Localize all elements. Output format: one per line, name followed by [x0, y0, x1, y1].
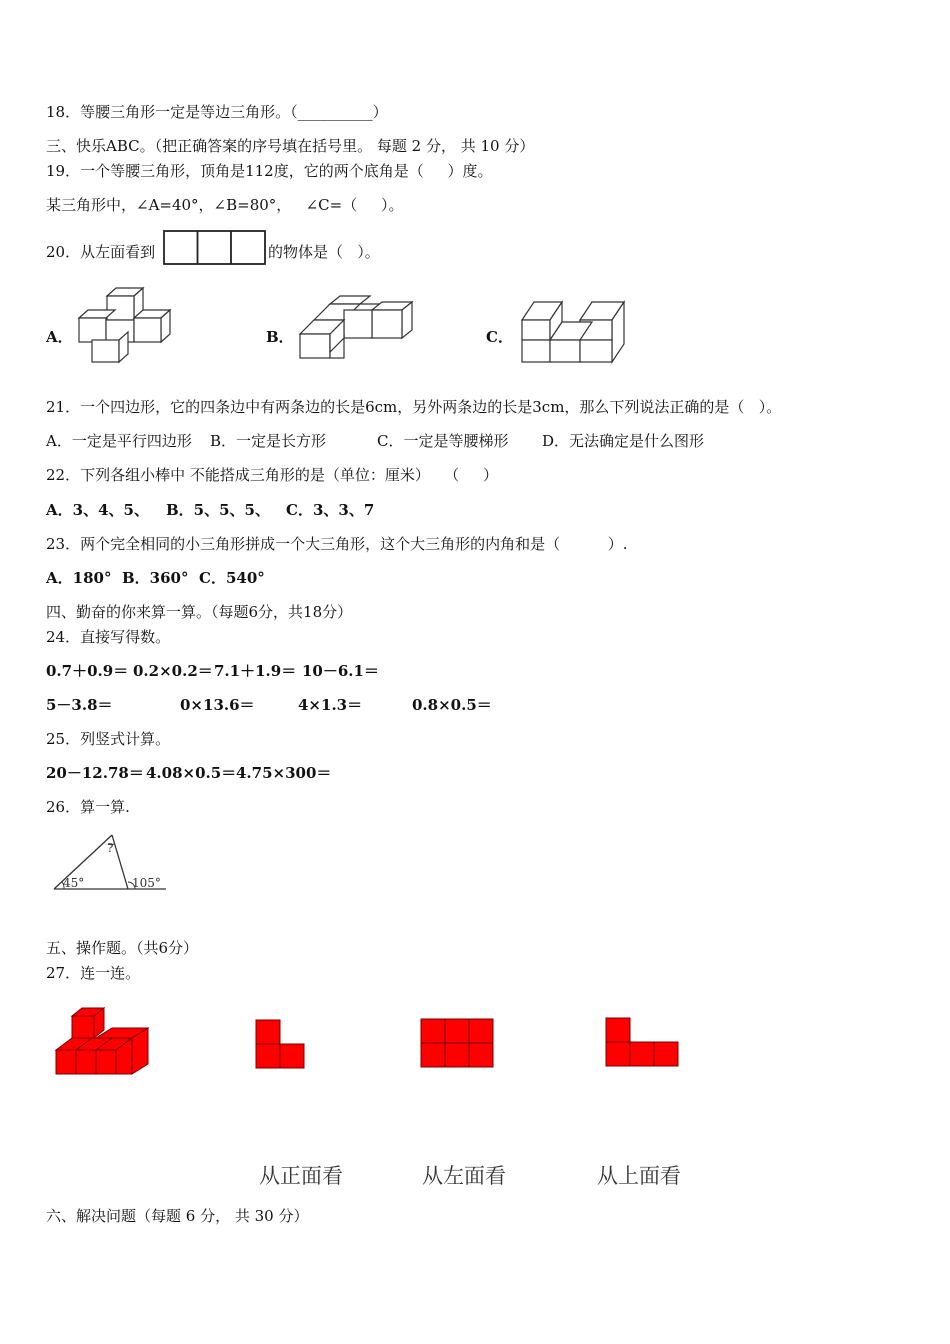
q27-view-shape-3[interactable]	[604, 1016, 682, 1068]
q27-text: 27．连一连。	[46, 964, 141, 982]
q24-item: 0.8×0.5＝	[412, 696, 492, 714]
q27-view-top-label[interactable]: 从上面看	[597, 1164, 681, 1188]
q24-item: 7.1＋1.9＝	[214, 662, 297, 680]
q20-option-c-figure[interactable]	[518, 298, 630, 366]
q23-option-a[interactable]: A．180°	[46, 569, 112, 587]
q24-item: 5－3.8＝	[46, 696, 113, 714]
q18-text: 18．等腰三角形一定是等边三角形。（__________）	[46, 103, 388, 121]
section4-title: 四、勤奋的你来算一算。（每题6分，共18分）	[46, 603, 353, 621]
q27-view-shape-1[interactable]	[254, 1018, 306, 1070]
q26-label-105: 105°	[132, 876, 161, 890]
q26-text: 26．算一算.	[46, 798, 130, 816]
q22-option-b[interactable]: B．5、5、5、	[166, 501, 270, 519]
q24-item: 0.7＋0.9＝	[46, 662, 129, 680]
q24-item: 0.2×0.2＝	[133, 662, 213, 680]
q21-option-d[interactable]: D．无法确定是什么图形	[542, 432, 705, 450]
q20-prefix: 20．从左面看到	[46, 243, 156, 261]
q24-item: 0×13.6＝	[180, 696, 255, 714]
q24-text: 24．直接写得数。	[46, 628, 171, 646]
q23-option-c[interactable]: C．540°	[199, 569, 265, 587]
q22-option-a[interactable]: A．3、4、5、	[46, 501, 149, 519]
section5-title: 五、操作题。（共6分）	[46, 939, 199, 957]
q19b-text: 某三角形中，∠A=40°，∠B=80°， ∠C=（ ）。	[46, 196, 404, 214]
q22-option-c[interactable]: C．3、3、7	[286, 501, 375, 519]
q27-view-left-label[interactable]: 从左面看	[422, 1164, 506, 1188]
q25-item: 20－12.78＝	[46, 764, 144, 782]
q20-option-c-label: C．	[486, 328, 513, 346]
q25-item: 4.08×0.5＝	[146, 764, 237, 782]
q25-item: 4.75×300＝	[236, 764, 332, 782]
q26-triangle-figure	[50, 830, 170, 896]
q23-option-b[interactable]: B．360°	[122, 569, 189, 587]
q23-text: 23．两个完全相同的小三角形拼成一个大三角形，这个大三角形的内角和是（ ）.	[46, 535, 628, 553]
q26-label-45: 45°	[63, 876, 85, 890]
q20-three-squares-figure	[163, 230, 267, 266]
section3-title: 三、快乐ABC。（把正确答案的序号填在括号里。 每题 2 分， 共 10 分）	[46, 137, 535, 155]
q19-text: 19．一个等腰三角形，顶角是112度，它的两个底角是（ ）度。	[46, 162, 493, 180]
q21-option-c[interactable]: C．一定是等腰梯形	[377, 432, 509, 450]
q21-option-b[interactable]: B．一定是长方形	[210, 432, 327, 450]
section6-title: 六、解决问题（每题 6 分， 共 30 分）	[46, 1207, 309, 1225]
q27-view-shape-2[interactable]	[419, 1017, 495, 1069]
q21-option-a[interactable]: A．一定是平行四边形	[46, 432, 192, 450]
q21-text: 21．一个四边形，它的四条边中有两条边的长是6cm，另外两条边的长是3cm，那么下列说法正确的是（ ）。	[46, 398, 782, 416]
q22-text: 22．下列各组小棒中 不能搭成三角形的是（单位：厘米） （ ）	[46, 466, 499, 484]
q20-option-b-label: B．	[266, 328, 294, 346]
q25-text: 25．列竖式计算。	[46, 730, 171, 748]
q20-option-a-label: A．	[46, 328, 73, 346]
q27-red-cube-solid[interactable]	[52, 1004, 150, 1078]
q27-view-front-label[interactable]: 从正面看	[259, 1164, 343, 1188]
q26-label-unknown: ?	[107, 841, 114, 855]
q20-option-b-figure[interactable]	[296, 294, 418, 360]
q24-item: 4×1.3＝	[298, 696, 363, 714]
q20-suffix: 的物体是（ ）。	[268, 243, 380, 261]
q20-option-a-figure[interactable]	[75, 286, 175, 364]
q24-item: 10－6.1＝	[302, 662, 379, 680]
